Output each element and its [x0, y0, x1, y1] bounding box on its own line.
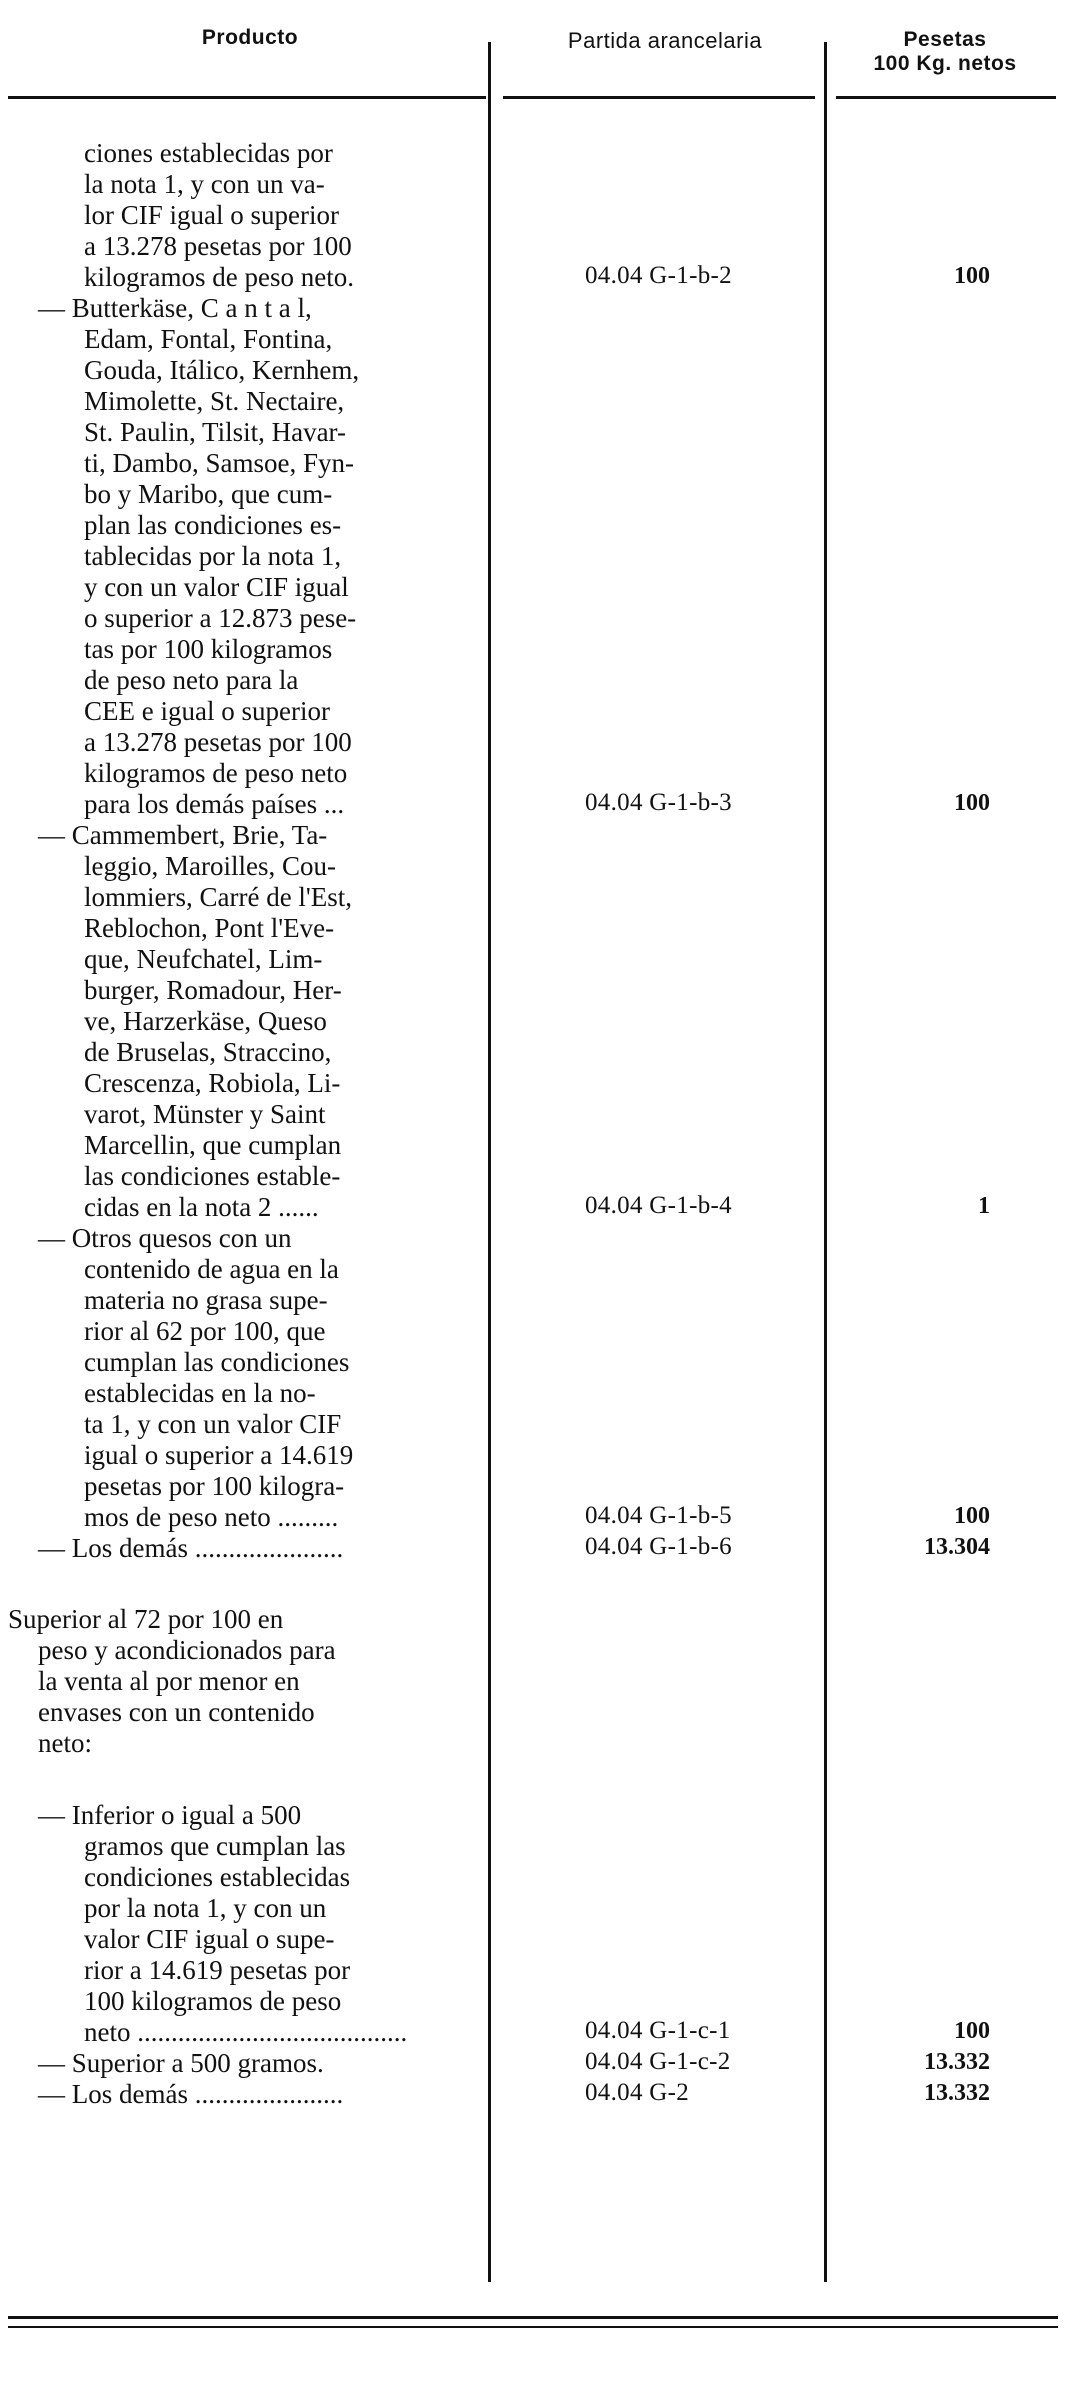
product-line: Reblochon, Pont l'Eve- [84, 913, 335, 943]
tariff-code: 04.04 G-1-b-2 [585, 262, 732, 289]
header-rule-partida [503, 96, 815, 99]
column-divider-1 [488, 42, 491, 2282]
section-heading-line: Superior al 72 por 100 en [8, 1604, 284, 1634]
column-divider-2 [824, 42, 827, 2282]
column-header-producto: Producto [201, 26, 299, 49]
tariff-code: 04.04 G-1-b-6 [585, 1533, 732, 1560]
product-line: kilogramos de peso neto. [84, 262, 354, 292]
product-line: Edam, Fontal, Fontina, [84, 324, 333, 354]
product-line: a 13.278 pesetas por 100 [84, 231, 352, 261]
product-line: — Los demás ...................... [38, 1533, 344, 1563]
tariff-code: 04.04 G-1-c-2 [585, 2048, 731, 2075]
section-heading-line: neto: [38, 1728, 92, 1758]
product-line: Mimolette, St. Nectaire, [84, 386, 345, 416]
product-line: valor CIF igual o supe- [84, 1924, 335, 1954]
product-line: y con un valor CIF igual [84, 572, 349, 602]
product-line: tas por 100 kilogramos [84, 634, 333, 664]
product-line: cidas en la nota 2 ...... [84, 1192, 319, 1222]
pesetas-value: 100 [954, 1503, 990, 1529]
product-line: para los demás países ... [84, 789, 345, 819]
header-rule-pesetas [836, 96, 1056, 99]
product-line: gramos que cumplan las [84, 1831, 346, 1861]
product-line: plan las condiciones es- [84, 510, 342, 540]
product-line: CEE e igual o superior [84, 696, 330, 726]
product-line: rior al 62 por 100, que [84, 1316, 326, 1346]
product-line: lommiers, Carré de l'Est, [84, 882, 353, 912]
pesetas-line-2: 100 Kg. netos [873, 52, 1017, 75]
product-line: de Bruselas, Straccino, [84, 1037, 332, 1067]
product-line: contenido de agua en la [84, 1254, 339, 1284]
pesetas-value: 13.304 [924, 1534, 990, 1560]
product-line: rior a 14.619 pesetas por [84, 1955, 351, 1985]
section-heading-line: envases con un contenido [38, 1697, 315, 1727]
header-rule-producto [8, 96, 486, 99]
product-line: St. Paulin, Tilsit, Havar- [84, 417, 346, 447]
tariff-code: 04.04 G-1-b-5 [585, 1502, 732, 1529]
product-line: condiciones establecidas [84, 1862, 351, 1892]
product-line: ta 1, y con un valor CIF [84, 1409, 342, 1439]
bottom-rule-2 [8, 2326, 1058, 2328]
product-line: tablecidas por la nota 1, [84, 541, 342, 571]
product-line: — Los demás ...................... [38, 2079, 344, 2109]
section-heading-line: peso y acondicionados para [38, 1635, 336, 1665]
product-line: bo y Maribo, que cum- [84, 479, 333, 509]
pesetas-value: 100 [954, 790, 990, 816]
product-line: kilogramos de peso neto [84, 758, 348, 788]
product-line: las condiciones estable- [84, 1161, 341, 1191]
product-line: varot, Münster y Saint [84, 1099, 326, 1129]
product-line: por la nota 1, y con un [84, 1893, 327, 1923]
section-heading-line: la venta al por menor en [38, 1666, 300, 1696]
product-line: — Otros quesos con un [38, 1223, 292, 1253]
product-line: neto ........................................ [84, 2017, 408, 2047]
pesetas-line-1: Pesetas [903, 28, 987, 51]
tariff-code: 04.04 G-2 [585, 2079, 690, 2106]
product-line: 100 kilogramos de peso [84, 1986, 342, 2016]
bottom-rule-1 [8, 2316, 1058, 2319]
product-line: Gouda, Itálico, Kernhem, [84, 355, 360, 385]
column-header-partida: Partida arancelaria [567, 28, 763, 53]
product-line: Crescenza, Robiola, Li- [84, 1068, 341, 1098]
product-line: — Superior a 500 gramos. [38, 2048, 324, 2078]
product-line: cumplan las condiciones [84, 1347, 350, 1377]
product-line: burger, Romadour, Her- [84, 975, 342, 1005]
pesetas-value: 100 [954, 2018, 990, 2044]
product-line: materia no grasa supe- [84, 1285, 328, 1315]
product-line: ciones establecidas por [84, 138, 333, 168]
pesetas-value: 13.332 [924, 2080, 990, 2106]
product-line: ve, Harzerkäse, Queso [84, 1006, 327, 1036]
pesetas-value: 13.332 [924, 2049, 990, 2075]
product-line: Marcellin, que cumplan [84, 1130, 342, 1160]
product-line: lor CIF igual o superior [84, 200, 339, 230]
product-line: igual o superior a 14.619 [84, 1440, 354, 1470]
tariff-code: 04.04 G-1-b-3 [585, 789, 732, 816]
pesetas-value: 100 [954, 263, 990, 289]
product-line: — Butterkäse, C a n t a l, [38, 293, 312, 323]
column-header-pesetas [835, 28, 1055, 76]
product-line: establecidas en la no- [84, 1378, 316, 1408]
product-line: pesetas por 100 kilogra- [84, 1471, 345, 1501]
product-line: que, Neufchatel, Lim- [84, 944, 323, 974]
product-line: de peso neto para la [84, 665, 299, 695]
product-line: leggio, Maroilles, Cou- [84, 851, 336, 881]
tariff-code: 04.04 G-1-b-4 [585, 1192, 732, 1219]
product-line: o superior a 12.873 pese- [84, 603, 357, 633]
product-line: la nota 1, y con un va- [84, 169, 325, 199]
product-line: ti, Dambo, Samsoe, Fyn- [84, 448, 354, 478]
product-line: — Inferior o igual a 500 [38, 1800, 302, 1830]
pesetas-value: 1 [978, 1193, 990, 1219]
product-line: mos de peso neto ......... [84, 1502, 339, 1532]
product-line: — Cammembert, Brie, Ta- [38, 820, 328, 850]
tariff-code: 04.04 G-1-c-1 [585, 2017, 731, 2044]
product-line: a 13.278 pesetas por 100 [84, 727, 352, 757]
